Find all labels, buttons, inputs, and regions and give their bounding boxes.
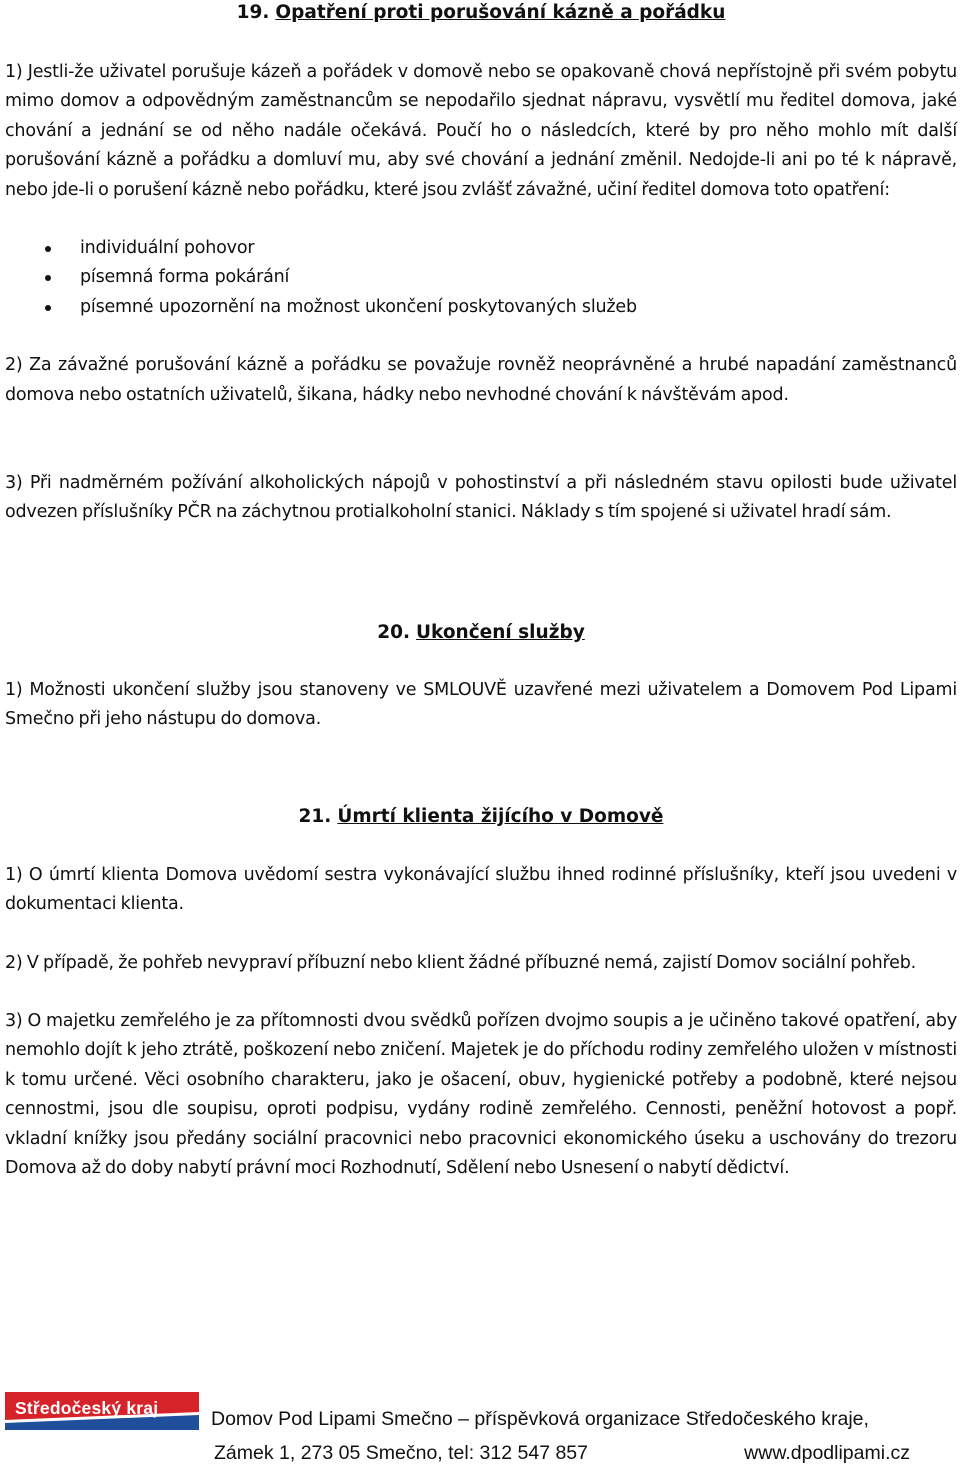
- list-item: písemná forma pokárání: [5, 263, 957, 292]
- section-19-heading: [5, 0, 957, 26]
- section-20-title: Ukončení služby: [416, 621, 585, 643]
- section-20-number: 20.: [377, 621, 410, 643]
- section-21-number: 21.: [298, 805, 332, 827]
- footer-website-link[interactable]: www.dpodlipami.cz: [744, 1442, 910, 1464]
- section-19-paragraph-2: 2) Za závažné porušování kázně a pořádku se považuje rovněž neoprávněné a hrubé napadání zaměstnanců domova nebo ostatních uživatelů, šikana, hádky nebo nevhodné chování k návštěvám apod.: [5, 355, 957, 405]
- section-19-title: Opatření proti porušování kázně a pořádku: [275, 2, 726, 23]
- section-21-title: Úmrtí klienta žijícího v Domově: [337, 805, 664, 827]
- section-21-paragraph-3: 3) O majetku zemřelého je za přítomnosti dvou svědků pořízen dvojmo soupis a je učiněno takové opatření, aby nemohlo dojít k jeho ztrátě, poškození nebo zničení. Majetek je do příchodu rodiny zemřelého uložen v místnosti k tomu určené. Věci osobního charakteru, jako je ošacení, obuv, hygienické potřeby a podobně, které nejsou cennostmi, jsou dle soupisu, oproti podpisu, vydány rodině zemřelého. Cennosti, peněžní hotovost a popř. vkladní knížky jsou předány sociální pracovnici nebo pracovnici ekonomického úseku a uschovány do trezoru Domova až do doby nabytí právní moci Rozhodnutí, Sdělení nebo Usnesení o nabytí dědictví.: [5, 1010, 957, 1178]
- section-20-paragraph-1: 1) Možnosti ukončení služby jsou stanoveny ve SMLOUVĚ uzavřené mezi uživatelem a Domovem Pod Lipami Smečno při jeho nástupu do domova.: [5, 679, 957, 730]
- list-item: písemné upozornění na možnost ukončení poskytovaných služeb: [5, 293, 957, 322]
- page-footer: [0, 1388, 960, 1470]
- footer-organization: Domov Pod Lipami Smečno – příspěvková organizace Středočeského kraje,: [211, 1408, 869, 1430]
- list-item: individuální pohovor: [5, 234, 957, 263]
- stredocesky-kraj-logo: [5, 1392, 199, 1430]
- document-content: [5, 0, 957, 1183]
- footer-address: Zámek 1, 273 05 Smečno, tel: 312 547 857: [214, 1442, 588, 1464]
- section-19-paragraph-1: 1) Jestli-že uživatel porušuje kázeň a pořádek v domově nebo se opakovaně chová nepřístojně při svém pobytu mimo domov a odpovědným zaměstnancům se nepodařilo sjednat nápravu, vysvětlí mu ředitel domova, jaké chování a jednání se od něho nadále očekává. Poučí ho o následcích, které by pro něho mohlo mít další porušování kázně a pořádku a domluví mu, aby své chování a jednání změnil. Nedojde-li ani po té k nápravě, nebo jde-li o porušení kázně nebo pořádku, které jsou zvlášť závažné, učiní ředitel domova toto opatření:: [5, 62, 957, 200]
- measures-list: [5, 234, 957, 322]
- logo-text: Středočeský kraj: [15, 1398, 159, 1418]
- section-20-heading: [5, 620, 957, 646]
- section-21-paragraph-1: 1) O úmrtí klienta Domova uvědomí sestra vykonávající službu ihned rodinné příslušníky, kteří jsou uvedeni v dokumentaci klienta.: [5, 864, 957, 915]
- footer-contact-row: [214, 1442, 910, 1465]
- section-21-paragraph-2: 2) V případě, že pohřeb nevypraví příbuzní nebo klient žádné příbuzné nemá, zajistí Domov sociální pohřeb.: [5, 952, 916, 973]
- section-19-paragraph-3: 3) Při nadměrném požívání alkoholických nápojů v pohostinství a při následném stavu opilosti bude uživatel odvezen příslušníky PČR na záchytnou protialkoholní stanici. Náklady s tím spojené si uživatel hradí sám.: [5, 473, 957, 523]
- section-19-number: 19.: [236, 2, 270, 23]
- section-21-heading: [5, 804, 957, 830]
